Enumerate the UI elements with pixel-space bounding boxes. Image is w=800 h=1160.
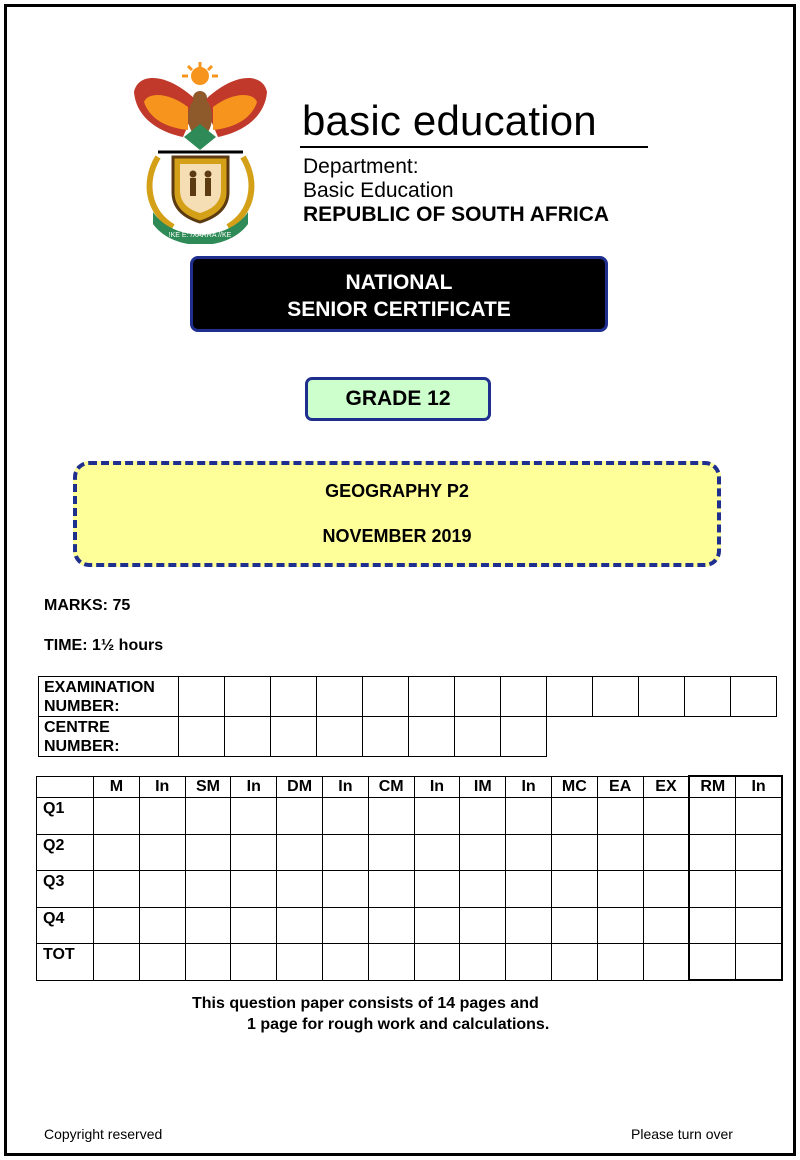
marks-grid-cell[interactable] bbox=[322, 798, 368, 835]
marks-grid-cell[interactable] bbox=[460, 798, 506, 835]
marks-grid-column-header: EA bbox=[597, 776, 643, 798]
marks-grid-cell[interactable] bbox=[231, 798, 277, 835]
page-count-note: This question paper consists of 14 pages and bbox=[192, 995, 539, 1012]
marks-grid-cell[interactable] bbox=[551, 907, 597, 944]
marks-grid-cell[interactable] bbox=[322, 871, 368, 908]
grade-badge: GRADE 12 bbox=[305, 377, 491, 421]
marks-grid-cell[interactable] bbox=[597, 907, 643, 944]
turn-over-footer: Please turn over bbox=[631, 1126, 733, 1142]
marks-grid-cell[interactable] bbox=[231, 944, 277, 981]
marks-grid-cell[interactable] bbox=[277, 798, 323, 835]
copyright-footer: Copyright reserved bbox=[44, 1126, 163, 1142]
marks-grid-column-header: RM bbox=[689, 776, 735, 798]
brand-rule bbox=[300, 146, 648, 148]
marks-grid-column-header: In bbox=[322, 776, 368, 798]
marks-grid-cell[interactable] bbox=[736, 944, 782, 981]
marks-grid-cell[interactable] bbox=[736, 871, 782, 908]
marks-grid-cell[interactable] bbox=[689, 944, 735, 981]
marks-grid-cell[interactable] bbox=[139, 907, 185, 944]
exam-number-cell[interactable] bbox=[639, 677, 685, 717]
marks-grid-column-header: EX bbox=[643, 776, 689, 798]
marks-grid-cell[interactable] bbox=[551, 944, 597, 981]
marks-grid-cell[interactable] bbox=[414, 798, 460, 835]
exam-number-cell[interactable] bbox=[593, 677, 639, 717]
exam-number-cell[interactable] bbox=[225, 677, 271, 717]
marks-grid-cell[interactable] bbox=[368, 907, 414, 944]
exam-number-cell[interactable] bbox=[455, 677, 501, 717]
marks-grid-cell[interactable] bbox=[139, 871, 185, 908]
certificate-line-2: SENIOR CERTIFICATE bbox=[287, 298, 511, 321]
marks-grid-cell[interactable] bbox=[689, 907, 735, 944]
marks-grid-cell[interactable] bbox=[736, 834, 782, 871]
exam-number-cell[interactable] bbox=[547, 677, 593, 717]
marks-grid-cell[interactable] bbox=[231, 834, 277, 871]
marks-grid-cell[interactable] bbox=[414, 834, 460, 871]
marks-grid-cell[interactable] bbox=[643, 944, 689, 981]
marks-grid-cell[interactable] bbox=[368, 944, 414, 981]
marks-grid-cell[interactable] bbox=[368, 834, 414, 871]
marks-grid-cell[interactable] bbox=[597, 798, 643, 835]
coat-of-arms-icon bbox=[128, 62, 273, 244]
exam-number-cell[interactable] bbox=[731, 677, 777, 717]
centre-number-cell[interactable] bbox=[317, 717, 363, 757]
marks-grid-cell[interactable] bbox=[643, 907, 689, 944]
exam-number-cell[interactable] bbox=[363, 677, 409, 717]
marks-grid-column-header: MC bbox=[551, 776, 597, 798]
marks-grid-cell[interactable] bbox=[185, 871, 231, 908]
marks-grid bbox=[36, 775, 783, 981]
marks-grid-cell[interactable] bbox=[643, 871, 689, 908]
marks-grid-cell[interactable] bbox=[460, 944, 506, 981]
marks-grid-row bbox=[37, 798, 782, 835]
marks-grid-cell[interactable] bbox=[185, 798, 231, 835]
exam-number-row bbox=[39, 677, 777, 717]
rough-work-note: 1 page for rough work and calculations. bbox=[247, 1016, 550, 1033]
marks-grid-cell[interactable] bbox=[139, 798, 185, 835]
marks-grid-cell[interactable] bbox=[185, 944, 231, 981]
marks-grid-cell[interactable] bbox=[185, 834, 231, 871]
marks-grid-cell[interactable] bbox=[139, 834, 185, 871]
marks-grid-cell[interactable] bbox=[368, 871, 414, 908]
marks-grid-cell[interactable] bbox=[277, 944, 323, 981]
subject-name: GEOGRAPHY P2 bbox=[325, 481, 469, 501]
marks-grid-cell[interactable] bbox=[277, 834, 323, 871]
marks-grid-cell[interactable] bbox=[551, 798, 597, 835]
marks-grid-row bbox=[37, 907, 782, 944]
marks-grid-row-label: Q2 bbox=[37, 834, 94, 871]
marks-grid-cell[interactable] bbox=[597, 871, 643, 908]
exam-session: NOVEMBER 2019 bbox=[322, 526, 472, 546]
marks-grid-cell[interactable] bbox=[94, 944, 140, 981]
marks-grid-cell[interactable] bbox=[94, 907, 140, 944]
marks-grid-cell[interactable] bbox=[94, 871, 140, 908]
marks-grid-cell[interactable] bbox=[185, 907, 231, 944]
exam-number-cell[interactable] bbox=[179, 677, 225, 717]
brand-title: basic education bbox=[302, 97, 597, 144]
subject-banner bbox=[73, 461, 721, 567]
country-name: REPUBLIC OF SOUTH AFRICA bbox=[303, 203, 610, 226]
marks-grid-header bbox=[37, 776, 782, 798]
marks-grid-row bbox=[37, 944, 782, 981]
marks-grid-column-header: SM bbox=[185, 776, 231, 798]
marks-grid-cell[interactable] bbox=[597, 834, 643, 871]
marks-grid-row bbox=[37, 871, 782, 908]
marks-grid-column-header: In bbox=[506, 776, 552, 798]
exam-number-cell[interactable] bbox=[685, 677, 731, 717]
marks-grid-cell[interactable] bbox=[94, 834, 140, 871]
department-label: Department: bbox=[303, 155, 419, 178]
certificate-banner bbox=[190, 256, 608, 332]
marks-grid-cell[interactable] bbox=[322, 944, 368, 981]
marks-grid-row-label: Q4 bbox=[37, 907, 94, 944]
marks-grid-cell[interactable] bbox=[277, 871, 323, 908]
marks-grid-column-header: In bbox=[414, 776, 460, 798]
marks-grid-cell[interactable] bbox=[506, 907, 552, 944]
centre-number-cell[interactable] bbox=[363, 717, 409, 757]
exam-number-cell[interactable] bbox=[271, 677, 317, 717]
marks-grid-cell[interactable] bbox=[414, 944, 460, 981]
marks-grid-cell[interactable] bbox=[506, 871, 552, 908]
marks-grid-cell[interactable] bbox=[736, 907, 782, 944]
marks-grid-row-label: Q3 bbox=[37, 871, 94, 908]
marks-grid-cell[interactable] bbox=[506, 834, 552, 871]
centre-number-label: CENTRE NUMBER: bbox=[39, 717, 179, 757]
marks-grid-cell[interactable] bbox=[322, 907, 368, 944]
marks-grid-cell[interactable] bbox=[460, 871, 506, 908]
marks-grid-cell[interactable] bbox=[643, 834, 689, 871]
exam-duration: TIME: 1½ hours bbox=[44, 637, 164, 654]
marks-grid-column-header: In bbox=[736, 776, 782, 798]
marks-grid-cell[interactable] bbox=[139, 944, 185, 981]
marks-grid-cell[interactable] bbox=[689, 834, 735, 871]
certificate-line-1: NATIONAL bbox=[345, 271, 453, 294]
marks-grid-row-label: Q1 bbox=[37, 798, 94, 835]
marks-grid-column-header: M bbox=[94, 776, 140, 798]
marks-grid-cell[interactable] bbox=[231, 907, 277, 944]
marks-grid-column-header: IM bbox=[460, 776, 506, 798]
marks-grid-cell[interactable] bbox=[322, 834, 368, 871]
marks-grid-cell[interactable] bbox=[414, 871, 460, 908]
marks-total: MARKS: 75 bbox=[44, 597, 131, 614]
candidate-id-table bbox=[38, 676, 777, 757]
marks-grid-cell[interactable] bbox=[94, 798, 140, 835]
marks-grid-cell[interactable] bbox=[689, 798, 735, 835]
centre-number-cell[interactable] bbox=[501, 717, 547, 757]
centre-number-cell[interactable] bbox=[271, 717, 317, 757]
marks-grid-cell[interactable] bbox=[414, 907, 460, 944]
marks-grid-cell[interactable] bbox=[736, 798, 782, 835]
marks-grid-column-header: CM bbox=[368, 776, 414, 798]
marks-grid-row bbox=[37, 834, 782, 871]
centre-number-cell[interactable] bbox=[455, 717, 501, 757]
marks-grid-column-header: In bbox=[139, 776, 185, 798]
centre-number-row bbox=[39, 717, 777, 757]
marks-grid-cell[interactable] bbox=[368, 798, 414, 835]
marks-grid-cell[interactable] bbox=[551, 871, 597, 908]
crest-motto: !KE E: /XARRA //KE bbox=[168, 232, 232, 239]
centre-number-cell[interactable] bbox=[179, 717, 225, 757]
marks-grid-cell[interactable] bbox=[506, 798, 552, 835]
centre-number-cell[interactable] bbox=[409, 717, 455, 757]
department-name: Basic Education bbox=[303, 179, 454, 202]
exam-number-cell[interactable] bbox=[501, 677, 547, 717]
marks-grid-cell[interactable] bbox=[277, 907, 323, 944]
marks-grid-column-header: DM bbox=[277, 776, 323, 798]
marks-grid-cell[interactable] bbox=[231, 871, 277, 908]
marks-grid-column-header: In bbox=[231, 776, 277, 798]
marks-grid-cell[interactable] bbox=[689, 871, 735, 908]
marks-grid-cell[interactable] bbox=[506, 944, 552, 981]
marks-grid-cell[interactable] bbox=[460, 907, 506, 944]
exam-number-cell[interactable] bbox=[317, 677, 363, 717]
exam-number-cell[interactable] bbox=[409, 677, 455, 717]
marks-grid-cell[interactable] bbox=[643, 798, 689, 835]
marks-grid-corner bbox=[37, 776, 94, 798]
marks-grid-cell[interactable] bbox=[551, 834, 597, 871]
marks-grid-row-label: TOT bbox=[37, 944, 94, 981]
marks-grid-cell[interactable] bbox=[460, 834, 506, 871]
exam-number-label: EXAMINATION NUMBER: bbox=[39, 677, 179, 717]
centre-number-cell[interactable] bbox=[225, 717, 271, 757]
marks-grid-cell[interactable] bbox=[597, 944, 643, 981]
